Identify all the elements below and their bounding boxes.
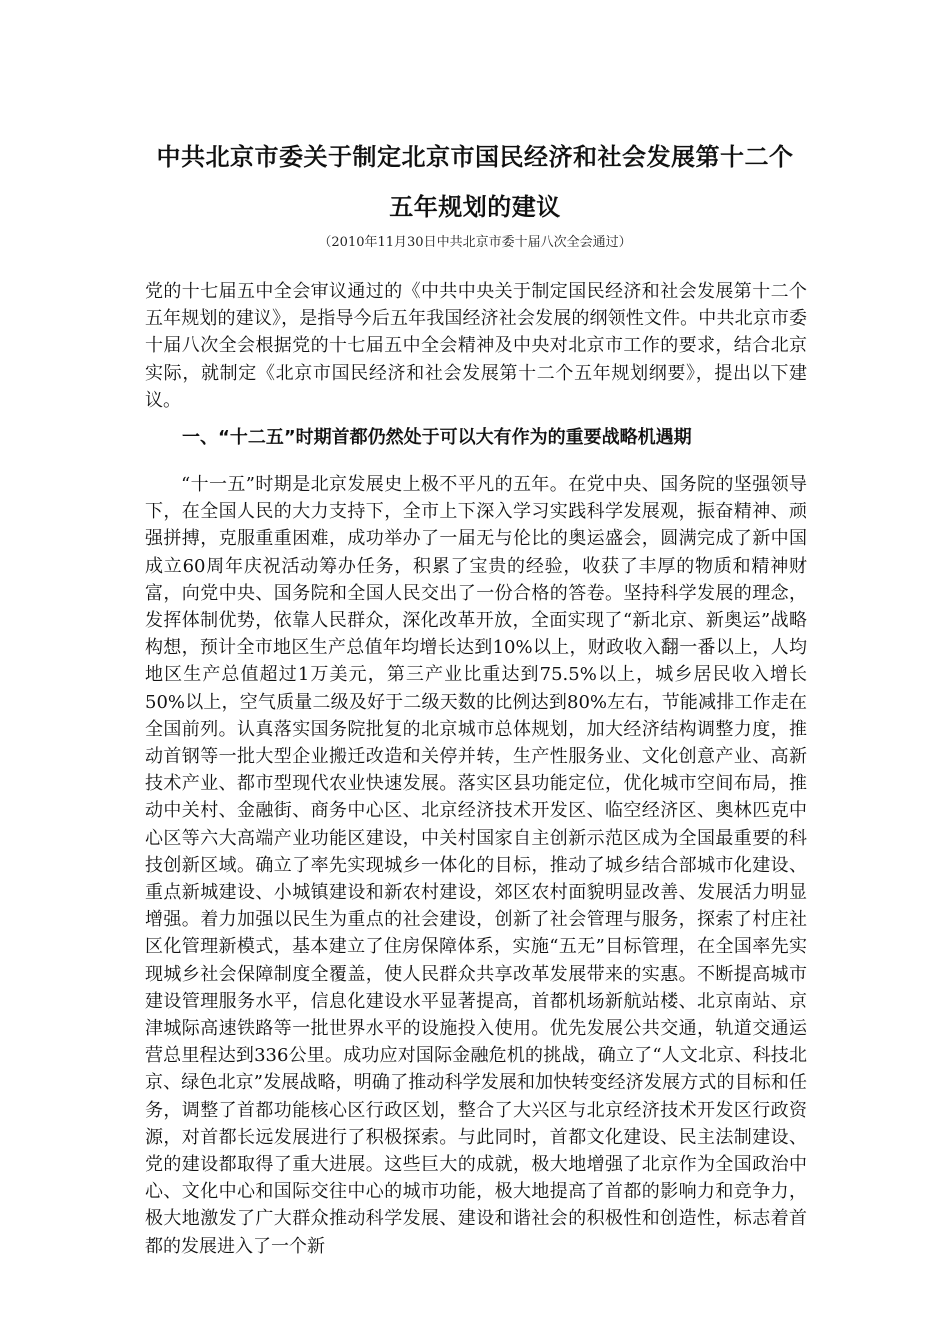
document-subtitle: （2010年11月30日中共北京市委十届八次全会通过） bbox=[318, 235, 632, 250]
intro-paragraph: 党的十七届五中全会审议通过的《中共中央关于制定国民经济和社会发展第十二个五年规划的建议》，是指导今后五年我国经济社会发展的纲领性文件。中共北京市委十届八次全会根据党的十七届五中全会精神及中央对北京市工作的要求，结合北京实际，就制定《北京市国民经济和社会发展第十二个五年规划纲要》，提出以下建议。 bbox=[145, 281, 807, 411]
document-title-line-2: 五年规划的建议 bbox=[389, 193, 561, 221]
body-paragraph: “十一五”时期是北京发展史上极不平凡的五年。在党中央、国务院的坚强领导下，在全国人民的大力支持下，全市上下深入学习实践科学发展观，振奋精神、顽强拼搏，克服重重困难，成功举办了一届无与伦比的奥运盛会，圆满完成了新中国成立60周年庆祝活动筹办任务，积累了宝贵的经验，收获了丰厚的物质和精神财富，向党中央、国务院和全国人民交出了一份合格的答卷。坚持科学发展的理念，发挥体制优势，依靠人民群众，深化改革开放，全面实现了“新北京、新奥运”战略构想，预计全市地区生产总值年均增长达到10%以上，财政收入翻一番以上，人均地区生产总值超过1万美元，第三产业比重达到75.5%以上，城乡居民收入增长50%以上，空气质量二级及好于二级天数的比例达到80%左右，节能减排工作走在全国前列。认真落实国务院批复的北京城市总体规划，加大经济结构调整力度，推动首钢等一批大型企业搬迁改造和关停并转，生产性服务业、文化创意产业、高新技术产业、都市型现代农业快速发展。落实区县功能定位，优化城市空间布局，推动中关村、金融街、商务中心区、北京经济技术开发区、临空经济区、奥林匹克中心区等六大高端产业功能区建设，中关村国家自主创新示范区成为全国最重要的科技创新区域。确立了率先实现城乡一体化的目标，推动了城乡结合部城市化建设、重点新城建设、小城镇建设和新农村建设，郊区农村面貌明显改善、发展活力明显增强。着力加强以民生为重点的社会建设，创新了社会管理与服务，探索了村庄社区化管理新模式，基本建立了住房保障体系，实施“五无”目标管理，在全国率先实现城乡社会保障制度全覆盖，使人民群众共享改革发展带来的实惠。不断提高城市建设管理服务水平，信息化建设水平显著提高，首都机场新航站楼、北京南站、京津城际高速铁路等一批世界水平的设施投入使用。优先发展公共交通，轨道交通运营总里程达到336公里。成功应对国际金融危机的挑战，确立了“人文北京、科技北京、绿色北京”发展战略，明确了推动科学发展和加快转变经济发展方式的目标和任务，调整了首都功能核心区行政区划，整合了大兴区与北京经济技术开发区行政资源，对首都长远发展进行了积极探索。与此同时，首都文化建设、民主法制建设、党的建设都取得了重大进展。这些巨大的成就，极大地增强了北京作为全国政治中心、文化中心和国际交往中心的城市功能，极大地提高了首都的影响力和竞争力，极大地激发了广大群众推动科学发展、建设和谐社会的积极性和创造性，标志着首都的发展进入了一个新 bbox=[145, 474, 807, 1257]
section-heading: 一、“十二五”时期首都仍然处于可以大有作为的重要战略机遇期 bbox=[182, 427, 692, 448]
document-title-line-1: 中共北京市委关于制定北京市国民经济和社会发展第十二个 bbox=[156, 143, 794, 171]
